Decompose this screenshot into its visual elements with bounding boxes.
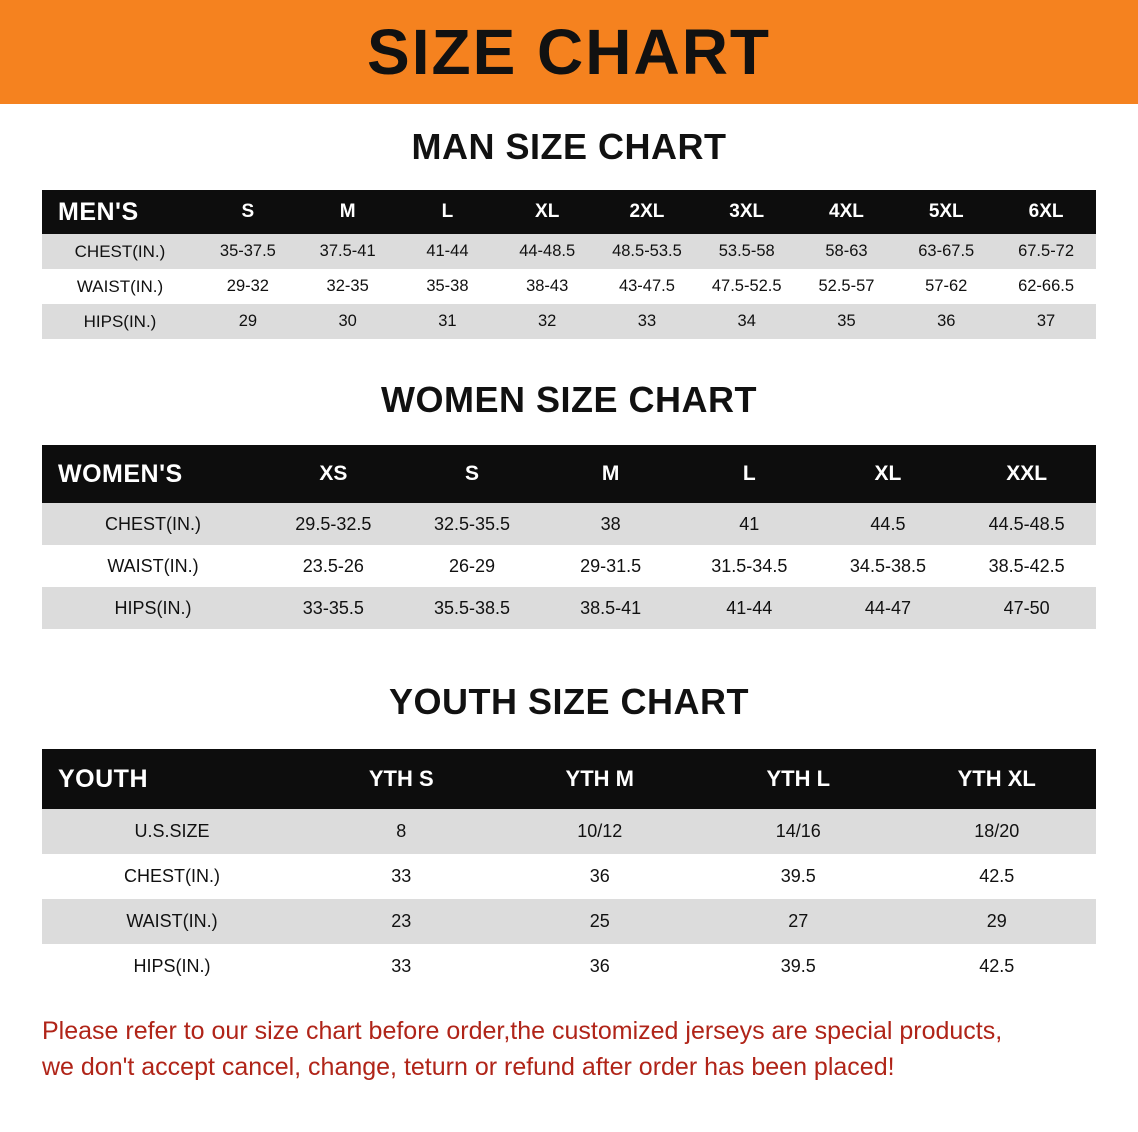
table-cell: 36 [896, 304, 996, 339]
table-cell: 18/20 [898, 809, 1097, 854]
women-header-xs: XS [264, 445, 403, 503]
table-cell: 38 [541, 503, 680, 545]
table-cell: 47-50 [957, 587, 1096, 629]
table-cell: 62-66.5 [996, 269, 1096, 304]
table-cell: 29.5-32.5 [264, 503, 403, 545]
women-header-m: M [541, 445, 680, 503]
youth-section-heading: YOUTH SIZE CHART [388, 681, 749, 722]
table-cell: 33 [302, 944, 501, 989]
men-row-label-waist: WAIST(IN.) [42, 269, 198, 304]
man-section-heading: MAN SIZE CHART [411, 126, 727, 167]
page-title: SIZE CHART [367, 16, 771, 88]
table-cell: 38.5-41 [541, 587, 680, 629]
man-table-wrapper [42, 190, 1096, 339]
table-cell: 23 [302, 899, 501, 944]
table-cell: 29 [198, 304, 298, 339]
table-cell: 32-35 [298, 269, 398, 304]
table-cell: 44.5-48.5 [957, 503, 1096, 545]
table-cell: 35-37.5 [198, 234, 298, 269]
women-row-label-chest: CHEST(IN.) [42, 503, 264, 545]
women-header-l: L [680, 445, 819, 503]
women-header-label: WOMEN'S [42, 445, 264, 503]
table-cell: 33 [302, 854, 501, 899]
table-row [42, 503, 1096, 545]
table-cell: 32.5-35.5 [403, 503, 542, 545]
table-cell: 41-44 [680, 587, 819, 629]
table-cell: 14/16 [699, 809, 898, 854]
table-cell: 10/12 [501, 809, 700, 854]
table-cell: 44-48.5 [497, 234, 597, 269]
table-cell: 41 [680, 503, 819, 545]
table-row [42, 854, 1096, 899]
table-cell: 8 [302, 809, 501, 854]
youth-row-label-chest: CHEST(IN.) [42, 854, 302, 899]
table-cell: 41-44 [398, 234, 498, 269]
table-cell: 35-38 [398, 269, 498, 304]
table-row [42, 899, 1096, 944]
table-cell: 39.5 [699, 944, 898, 989]
table-cell: 48.5-53.5 [597, 234, 697, 269]
table-cell: 38.5-42.5 [957, 545, 1096, 587]
women-header-xl: XL [819, 445, 958, 503]
youth-table-wrapper [42, 749, 1096, 989]
table-cell: 30 [298, 304, 398, 339]
men-header-4xl: 4XL [797, 190, 897, 234]
women-row-label-hips: HIPS(IN.) [42, 587, 264, 629]
table-cell: 29 [898, 899, 1097, 944]
table-row [42, 545, 1096, 587]
table-row [42, 234, 1096, 269]
table-cell: 47.5-52.5 [697, 269, 797, 304]
table-row [42, 269, 1096, 304]
table-cell: 52.5-57 [797, 269, 897, 304]
men-header-3xl: 3XL [697, 190, 797, 234]
table-row [42, 944, 1096, 989]
disclaimer-line-2: we don't accept cancel, change, teturn or refund after order has been placed! [42, 1053, 895, 1082]
men-header-label: MEN'S [42, 190, 198, 234]
youth-row-label-waist: WAIST(IN.) [42, 899, 302, 944]
men-header-5xl: 5XL [896, 190, 996, 234]
table-cell: 26-29 [403, 545, 542, 587]
table-cell: 36 [501, 854, 700, 899]
youth-header-s: YTH S [302, 749, 501, 809]
table-cell: 42.5 [898, 944, 1097, 989]
women-header-xxl: XXL [957, 445, 1096, 503]
table-cell: 44.5 [819, 503, 958, 545]
table-cell: 34 [697, 304, 797, 339]
men-header-m: M [298, 190, 398, 234]
youth-row-label-us-size: U.S.SIZE [42, 809, 302, 854]
table-cell: 67.5-72 [996, 234, 1096, 269]
table-cell: 42.5 [898, 854, 1097, 899]
table-header-row [42, 190, 1096, 234]
table-cell: 34.5-38.5 [819, 545, 958, 587]
men-row-label-chest: CHEST(IN.) [42, 234, 198, 269]
table-cell: 38-43 [497, 269, 597, 304]
table-row [42, 304, 1096, 339]
women-size-table [42, 445, 1096, 629]
disclaimer-line-1: Please refer to our size chart before order,the customized jerseys are special products, [42, 1017, 1003, 1045]
table-cell: 29-31.5 [541, 545, 680, 587]
youth-header-xl: YTH XL [898, 749, 1097, 809]
youth-header-l: YTH L [699, 749, 898, 809]
table-cell: 37.5-41 [298, 234, 398, 269]
table-cell: 57-62 [896, 269, 996, 304]
men-header-6xl: 6XL [996, 190, 1096, 234]
women-row-label-waist: WAIST(IN.) [42, 545, 264, 587]
youth-size-table [42, 749, 1096, 989]
youth-header-m: YTH M [501, 749, 700, 809]
table-cell: 58-63 [797, 234, 897, 269]
table-cell: 23.5-26 [264, 545, 403, 587]
table-cell: 39.5 [699, 854, 898, 899]
page-banner [0, 0, 1138, 104]
table-cell: 37 [996, 304, 1096, 339]
table-row [42, 587, 1096, 629]
table-cell: 31.5-34.5 [680, 545, 819, 587]
table-row [42, 809, 1096, 854]
table-cell: 29-32 [198, 269, 298, 304]
table-cell: 35.5-38.5 [403, 587, 542, 629]
table-header-row [42, 445, 1096, 503]
table-header-row [42, 749, 1096, 809]
men-header-xl: XL [497, 190, 597, 234]
table-cell: 44-47 [819, 587, 958, 629]
men-header-l: L [398, 190, 498, 234]
men-row-label-hips: HIPS(IN.) [42, 304, 198, 339]
table-cell: 32 [497, 304, 597, 339]
table-cell: 25 [501, 899, 700, 944]
table-cell: 27 [699, 899, 898, 944]
men-header-2xl: 2XL [597, 190, 697, 234]
table-cell: 36 [501, 944, 700, 989]
table-cell: 33 [597, 304, 697, 339]
table-cell: 33-35.5 [264, 587, 403, 629]
women-header-s: S [403, 445, 542, 503]
disclaimer-note [42, 1013, 1096, 1086]
table-cell: 53.5-58 [697, 234, 797, 269]
women-section-heading: WOMEN SIZE CHART [381, 379, 757, 420]
men-header-s: S [198, 190, 298, 234]
youth-header-label: YOUTH [42, 749, 302, 809]
women-table-wrapper [42, 445, 1096, 629]
table-cell: 31 [398, 304, 498, 339]
youth-row-label-hips: HIPS(IN.) [42, 944, 302, 989]
table-cell: 35 [797, 304, 897, 339]
table-cell: 43-47.5 [597, 269, 697, 304]
man-size-table [42, 190, 1096, 339]
table-cell: 63-67.5 [896, 234, 996, 269]
